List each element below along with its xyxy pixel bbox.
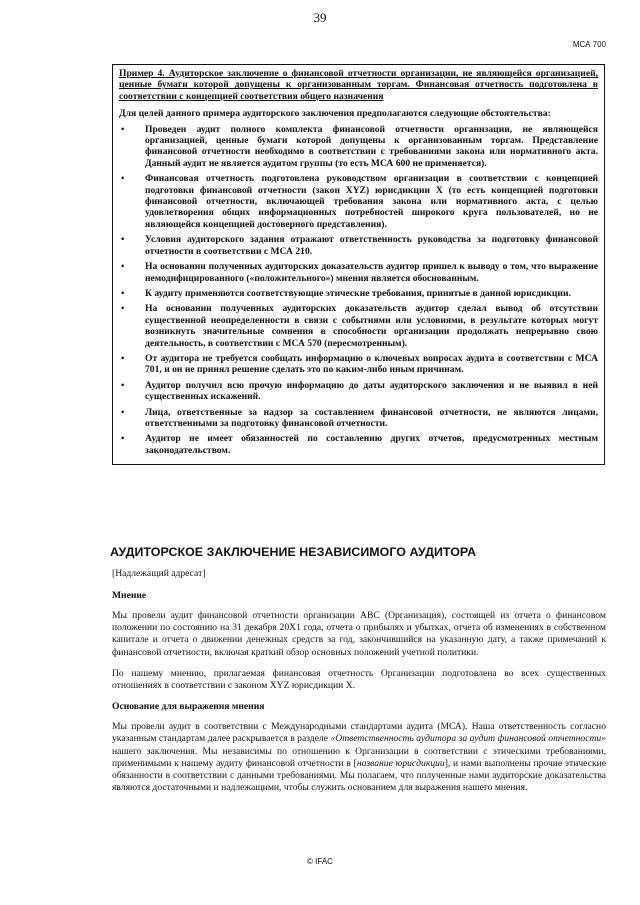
list-item: • Лица, ответственные за надзор за составлением финансовой отчетности, не являются лицами, ответственными за подготовку финансовой отчетности.	[121, 406, 598, 429]
bullet-icon: •	[121, 303, 125, 315]
copyright-footer: © IFAC	[307, 857, 333, 866]
circumstances-list	[119, 124, 598, 457]
list-item: • Условия аудиторского задания отражают ответственность руководства за подготовку финансовой отчетности в соответствии с МСА 210.	[121, 234, 598, 257]
basis-paragraph: Мы провели аудит в соответствии с Международными стандартами аудита (МСА). Наша ответственность согласно указанным стандартам далее раскрывается в разделе «Ответственность аудитора за аудит финансовой отчетности» нашего заключения. Мы независимы по отношению к Организации в соответствии с этическими требованиями, применимыми к нашему аудиту финансовой отчетности в [название юрисдикции], и нами выполнены прочие этические обязанности в соответствии с данными требованиями. Мы полагаем, что полученные нами аудиторские доказательства являются достаточными и надлежащими, чтобы служить основанием для выражения нашего мнения.	[112, 721, 606, 794]
list-item: • На основании полученных аудиторских доказательств аудитор пришел к выводу о том, что выражение немодифицированного («положительного») мнения является обоснованным.	[121, 261, 598, 284]
example-box	[112, 64, 605, 465]
auditor-report	[112, 545, 606, 803]
bullet-icon: •	[121, 406, 125, 418]
list-item: • Аудитор получил всю прочую информацию до даты аудиторского заключения и не выявил в ней существенных искажений.	[121, 379, 598, 403]
jurisdiction-placeholder: название юрисдикции	[356, 757, 445, 769]
bullet-icon: •	[121, 433, 125, 445]
document-code: МСА 700	[572, 40, 606, 49]
basis-heading: Основание для выражения мнения	[112, 701, 265, 713]
addressee: [Надлежащий адресат]	[112, 568, 206, 579]
bullet-icon: •	[121, 352, 125, 364]
bullet-icon: •	[121, 234, 125, 246]
list-item: • На основании полученных аудиторских доказательств аудитор сделал вывод об отсутствии существенной неопределенности в связи с событиями или условиями, в результате которых могут возникнуть значительные сомнения в способности организации продолжать непрерывно свою деятельность, в соответствии с МСА 570 (пересмотренным).	[121, 303, 598, 349]
opinion-paragraph-1: Мы провели аудит финансовой отчетности организации ABC (Организация), состоящей из отчета о финансовом положении по состоянию на 31 декабря 20X1 года, отчета о прибылях и убытках, отчета об изменениях в собственном капитале и отчета о движении денежных средств за год, закончившийся на указанную дату, а также примечаний к финансовой отчетности, включая краткий обзор основных положений учетной политики.	[112, 610, 606, 658]
bullet-icon: •	[121, 261, 125, 273]
list-item: • К аудиту применяются соответствующие этические требования, принятые в данной юрисдикции.	[121, 287, 571, 299]
opinion-heading: Мнение	[112, 590, 147, 601]
bullet-icon: •	[121, 173, 125, 185]
opinion-paragraph-2: По нашему мнению, прилагаемая финансовая отчетность Организации подготовлена во всех существенных отношениях в соответствии с законом XYZ юрисдикции X.	[112, 667, 606, 692]
list-item: • Проведен аудит полного комплекта финансовой отчетности организации, не являющейся организацией, ценные бумаги которой допущены к организованным торгам. Представление финансовой отчетности необходимо в соответствии с требованиями закона или нормативного акта. Данный аудит не является аудитом группы (то есть МСА 600 не применяется).	[121, 123, 598, 169]
list-item: • От аудитора не требуется сообщать информацию о ключевых вопросах аудита в соответствии с МСА 701, и он не принял решение сделать это по каким-либо иным причинам.	[121, 352, 598, 376]
bullet-icon: •	[121, 123, 125, 135]
list-item: • Аудитор не имеет обязанностей по составлению других отчетов, предусмотренных местным законодательством.	[121, 433, 598, 456]
example-intro: Для целей данного примера аудиторского заключения предполагаются следующие обстоятельства:	[119, 108, 551, 120]
report-heading: АУДИТОРСКОЕ ЗАКЛЮЧЕНИЕ НЕЗАВИСИМОГО АУДИТОРА	[110, 545, 477, 559]
page-number: 39	[313, 10, 327, 25]
list-item: • Финансовая отчетность подготовлена руководством организации в соответствии с концепцией подготовки финансовой отчетности (закон XYZ) юрисдикции X (то есть концепцией подготовки финансовой отчетности, включающей требования закона или нормативного акта, с целью удовлетворения общих информационных потребностей широкого круга пользователей, но не являющейся концепцией достоверного представления).	[121, 173, 598, 230]
bullet-icon: •	[121, 379, 125, 391]
example-title: Пример 4. Аудиторское заключение о финансовой отчетности организации, не являющейся организацией, ценные бумаги которой допущены к организованным торгам. Финансовая отчетность подготовлена в соответствии с концепцией соответствия общего назначения	[119, 68, 598, 102]
responsibility-section-ref: «Ответственность аудитора за аудит финансовой отчетности»	[330, 733, 606, 745]
bullet-icon: •	[121, 287, 125, 299]
